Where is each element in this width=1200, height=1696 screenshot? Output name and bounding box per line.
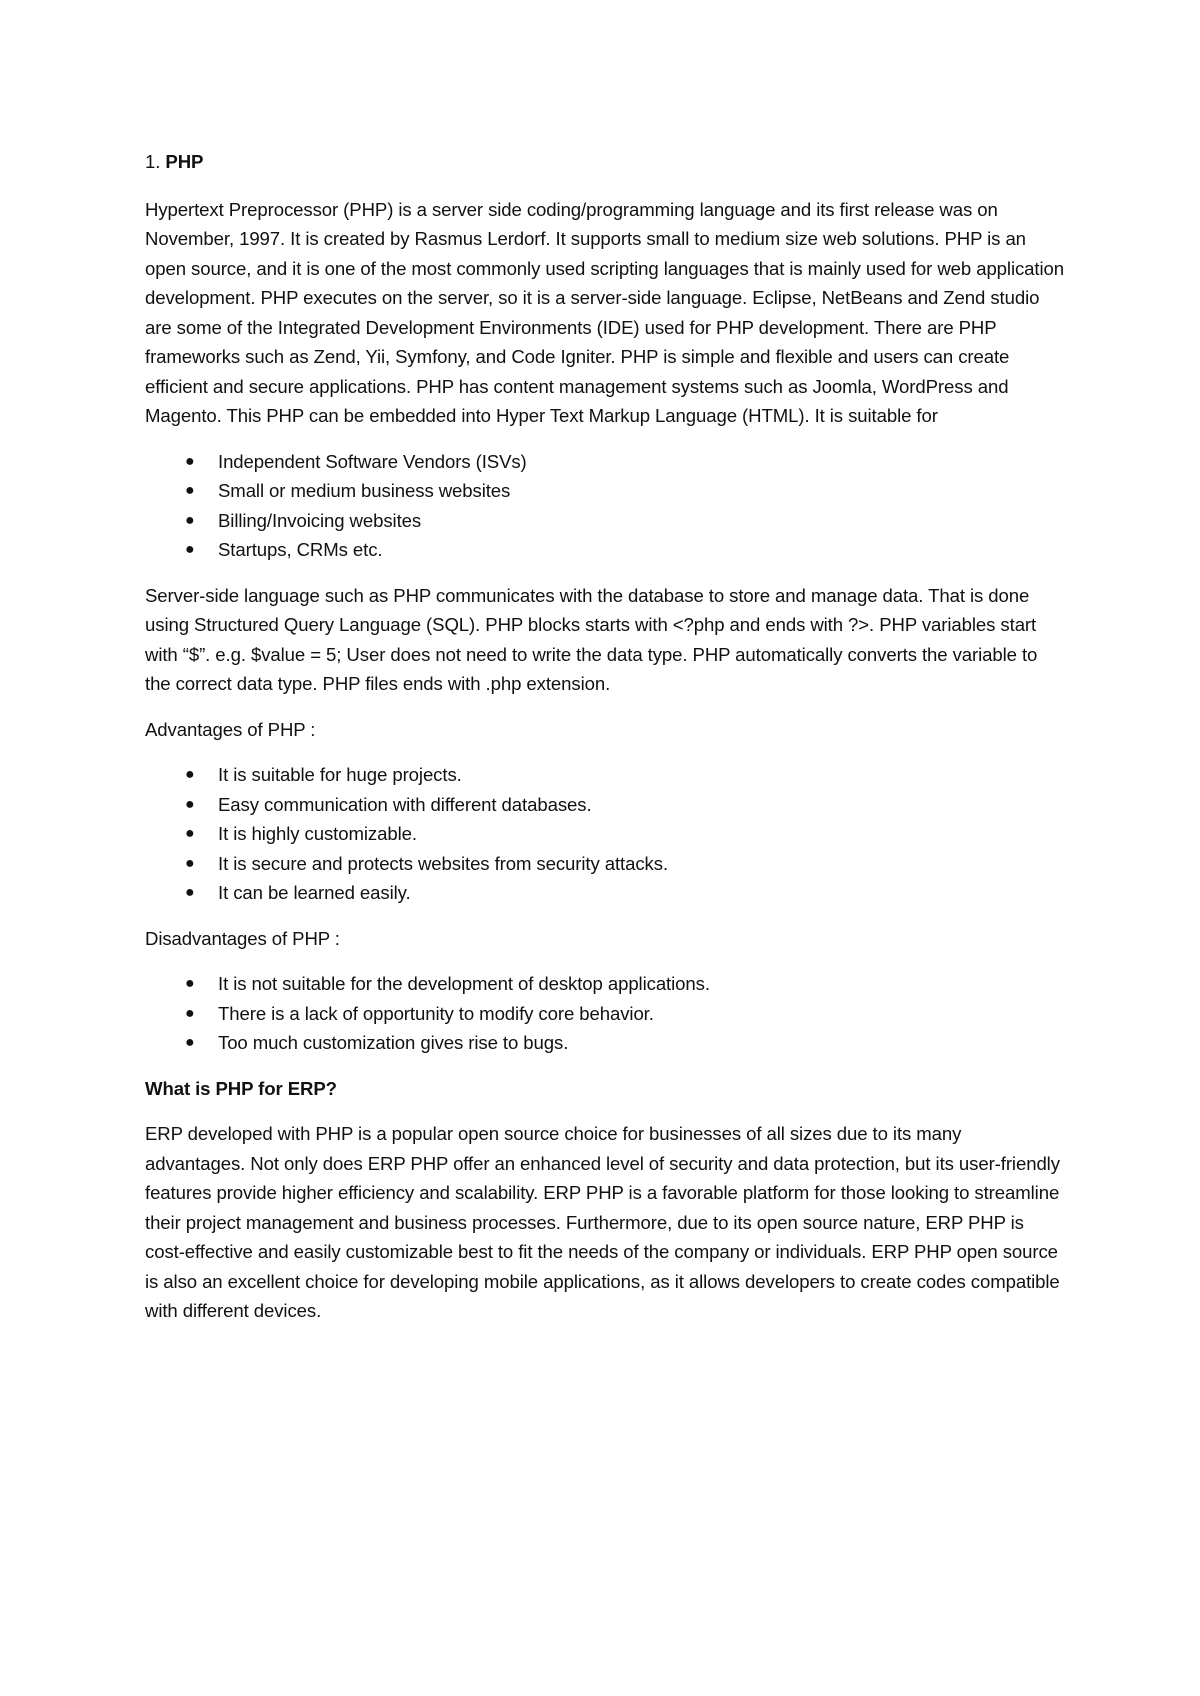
list-item-text: There is a lack of opportunity to modify core behavior. xyxy=(218,1002,654,1024)
list-item-text: Billing/Invoicing websites xyxy=(218,509,422,531)
bullet-icon: ● xyxy=(185,884,195,901)
bullet-icon: ● xyxy=(185,825,195,842)
bullet-icon: ● xyxy=(185,975,195,992)
bullet-icon: ● xyxy=(185,854,195,872)
list-item xyxy=(145,476,1065,506)
bullet-icon: ● xyxy=(185,1034,195,1051)
list-item-text: It is highly customizable. xyxy=(218,823,417,844)
server-side-paragraph: Server-side language such as PHP communicates with the database to store and manage data. That is done using Structured Query Language (SQL). PHP blocks starts with <?php and ends with ?>. PHP variables start with “$”. e.g. $value = 5; User does not need to write the data type. PHP automatically converts the variable to the correct data type. PHP files ends with .php extension. xyxy=(145,584,1038,694)
list-item xyxy=(145,999,1065,1029)
bullet-icon: ● xyxy=(185,795,195,813)
section-title: PHP xyxy=(165,151,204,172)
list-item xyxy=(145,819,1065,849)
suitable-list xyxy=(145,447,1065,565)
list-item-text: It is secure and protects websites from security attacks. xyxy=(218,852,669,874)
list-item-text: Independent Software Vendors (ISVs) xyxy=(218,450,527,472)
section-heading xyxy=(145,147,1065,177)
list-item xyxy=(145,760,1065,790)
list-item-text: It is suitable for huge projects. xyxy=(218,764,462,785)
bullet-icon: ● xyxy=(185,511,195,529)
list-item xyxy=(145,506,1065,536)
disadvantages-list xyxy=(145,969,1065,1058)
list-item-text: Too much customization gives rise to bugs. xyxy=(218,1032,569,1053)
advantages-list xyxy=(145,760,1065,908)
list-item-text: It can be learned easily. xyxy=(218,882,411,903)
document-body xyxy=(145,147,1065,1342)
list-item xyxy=(145,849,1065,879)
advantages-title: Advantages of PHP : xyxy=(145,718,316,740)
bullet-icon: ● xyxy=(185,766,195,783)
list-item-text: It is not suitable for the development of desktop applications. xyxy=(218,973,710,994)
list-item xyxy=(145,790,1065,820)
list-item-text: Startups, CRMs etc. xyxy=(218,539,383,560)
bullet-icon: ● xyxy=(185,452,195,470)
bullet-icon: ● xyxy=(185,541,195,558)
erp-paragraph: ERP developed with PHP is a popular open source choice for businesses of all sizes due to its many advantages. Not only does ERP PHP offer an enhanced level of security and data protection, but its user-friendly features provide higher efficiency and scalability. ERP PHP is a favorable platform for those looking to streamline their project management and business processes. Furthermore, due to its open source nature, ERP PHP is cost-effective and easily customizable best to fit the needs of the company or individuals. ERP PHP open source is also an excellent choice for developing mobile applications, as it allows developers to create codes compatible with different devices. xyxy=(145,1123,1060,1321)
list-item-text: Easy communication with different databases. xyxy=(218,793,592,815)
list-item-text: Small or medium business websites xyxy=(218,480,511,501)
list-item xyxy=(145,447,1065,477)
bullet-icon: ● xyxy=(185,1004,195,1022)
disadvantages-title: Disadvantages of PHP : xyxy=(145,927,340,949)
list-item xyxy=(145,1028,1065,1058)
intro-paragraph: Hypertext Preprocessor (PHP) is a server side coding/programming language and its first release was on November, 1997. It is created by Rasmus Lerdorf. It supports small to medium size web solutions. PHP is an open source, and it is one of the most commonly used scripting languages that is mainly used for web application development. PHP executes on the server, so it is a server-side language. Eclipse, NetBeans and Zend studio are some of the Integrated Development Environments (IDE) used for PHP development. There are PHP frameworks such as Zend, Yii, Symfony, and Code Igniter. PHP is simple and flexible and users can create efficient and secure applications. PHP has content management systems such as Joomla, WordPress and Magento. This PHP can be embedded into Hyper Text Markup Language (HTML). It is suitable for xyxy=(145,198,1065,426)
bullet-icon: ● xyxy=(185,482,195,499)
list-item xyxy=(145,969,1065,999)
erp-title: What is PHP for ERP? xyxy=(145,1077,337,1099)
list-item xyxy=(145,878,1065,908)
list-item xyxy=(145,535,1065,565)
section-number: 1. xyxy=(145,151,161,172)
